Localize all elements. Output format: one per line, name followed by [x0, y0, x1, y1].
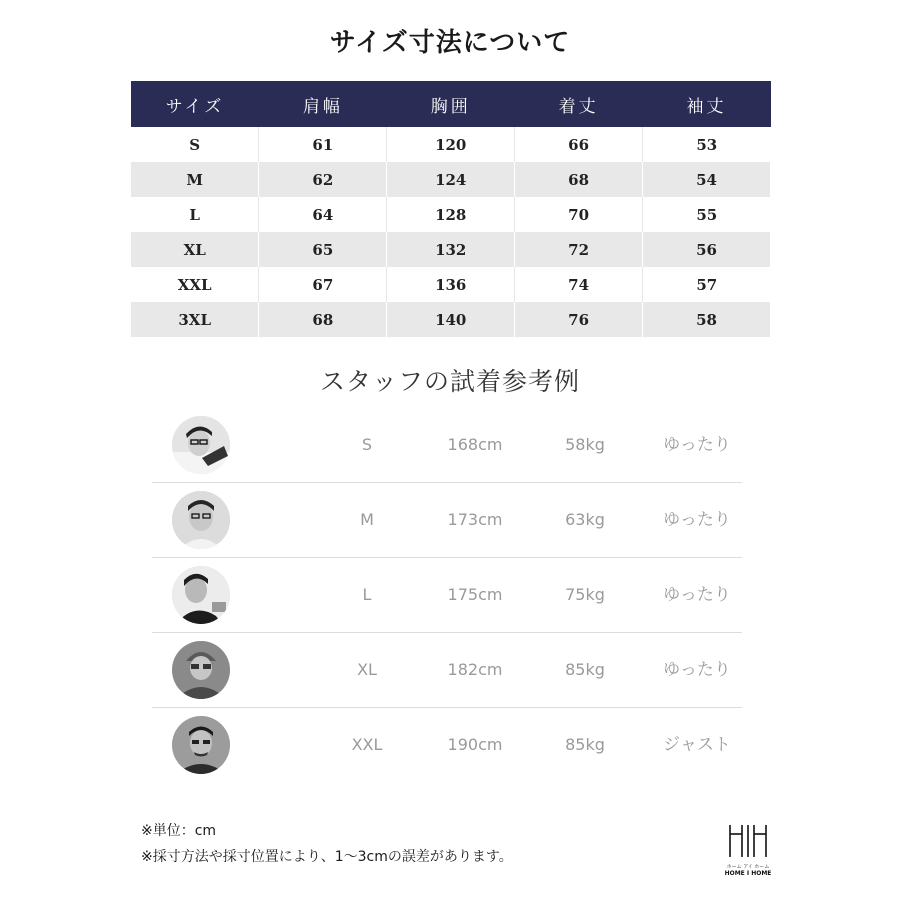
table-cell: 70 — [515, 197, 643, 232]
page-title: サイズ寸法について — [329, 28, 571, 58]
table-cell: 140 — [387, 302, 515, 337]
table-cell: 68 — [259, 302, 387, 337]
staff-fit: ゆったり — [663, 510, 731, 530]
table-cell: L — [131, 197, 259, 232]
staff-weight: 85kg — [565, 660, 605, 679]
logo-kana: ホーム アイ ホーム — [726, 864, 770, 870]
staff-weight: 58kg — [565, 435, 605, 454]
staff-weight: 63kg — [565, 510, 605, 529]
staff-height: 182cm — [447, 660, 503, 679]
table-cell: 68 — [515, 162, 643, 197]
table-cell: 62 — [259, 162, 387, 197]
unit-note: ※単位：cm — [141, 823, 217, 839]
table-cell: 66 — [515, 127, 643, 162]
brand-logo-mark — [722, 822, 774, 860]
table-cell: 56 — [643, 232, 771, 267]
table-cell: 132 — [387, 232, 515, 267]
staff-avatar — [172, 491, 230, 549]
table-cell: 120 — [387, 127, 515, 162]
staff-height: 175cm — [447, 585, 503, 604]
table-cell: 128 — [387, 197, 515, 232]
table-cell: XXL — [131, 267, 259, 302]
table-row — [131, 232, 771, 267]
brand-logo — [722, 822, 774, 888]
table-row — [131, 302, 771, 337]
table-cell: 74 — [515, 267, 643, 302]
table-cell: 55 — [643, 197, 771, 232]
table-cell: 64 — [259, 197, 387, 232]
size-table-header-row — [131, 81, 771, 127]
staff-height: 190cm — [447, 735, 503, 754]
staff-weight: 75kg — [565, 585, 605, 604]
table-cell: 54 — [643, 162, 771, 197]
header-sleeve: 袖丈 — [643, 81, 771, 127]
table-cell: 136 — [387, 267, 515, 302]
table-cell: 53 — [643, 127, 771, 162]
staff-size: XL — [357, 660, 377, 679]
table-cell: 76 — [515, 302, 643, 337]
staff-weight: 85kg — [565, 735, 605, 754]
table-cell: 72 — [515, 232, 643, 267]
staff-avatar — [172, 566, 230, 624]
staff-size: M — [360, 510, 374, 529]
table-cell: M — [131, 162, 259, 197]
table-row — [131, 162, 771, 197]
list-item — [152, 708, 742, 782]
table-row — [131, 267, 771, 302]
staff-avatar — [172, 716, 230, 774]
table-cell: 58 — [643, 302, 771, 337]
staff-avatar — [172, 416, 230, 474]
table-row — [131, 197, 771, 232]
list-item — [152, 558, 742, 633]
header-chest: 胸囲 — [387, 81, 515, 127]
footnotes — [141, 818, 513, 870]
staff-fit: ゆったり — [663, 435, 731, 455]
size-chart-table — [131, 81, 771, 337]
list-item — [152, 483, 742, 558]
header-shoulder: 肩幅 — [259, 81, 387, 127]
staff-height: 168cm — [447, 435, 503, 454]
staff-size: XXL — [351, 735, 383, 754]
measurement-disclaimer: ※採寸方法や採寸位置により、1～3cmの誤差があります。 — [141, 849, 513, 865]
header-length: 着丈 — [515, 81, 643, 127]
list-item — [152, 408, 742, 483]
table-cell: 61 — [259, 127, 387, 162]
table-cell: 65 — [259, 232, 387, 267]
table-cell: 124 — [387, 162, 515, 197]
staff-height: 173cm — [447, 510, 503, 529]
staff-size: S — [361, 435, 373, 454]
table-cell: 3XL — [131, 302, 259, 337]
staff-size: L — [362, 585, 372, 604]
staff-fitting-list — [152, 408, 742, 782]
staff-fit: ゆったり — [663, 660, 731, 680]
staff-fit: ゆったり — [663, 585, 731, 605]
table-row — [131, 127, 771, 162]
staff-section-title: スタッフの試着参考例 — [319, 367, 580, 396]
table-cell: XL — [131, 232, 259, 267]
header-size: サイズ — [131, 81, 259, 127]
staff-fit: ジャスト — [663, 735, 731, 755]
list-item — [152, 633, 742, 708]
table-cell: S — [131, 127, 259, 162]
staff-avatar — [172, 641, 230, 699]
table-cell: 57 — [643, 267, 771, 302]
table-cell: 67 — [259, 267, 387, 302]
logo-brand-name: HOME I HOME — [724, 870, 772, 877]
